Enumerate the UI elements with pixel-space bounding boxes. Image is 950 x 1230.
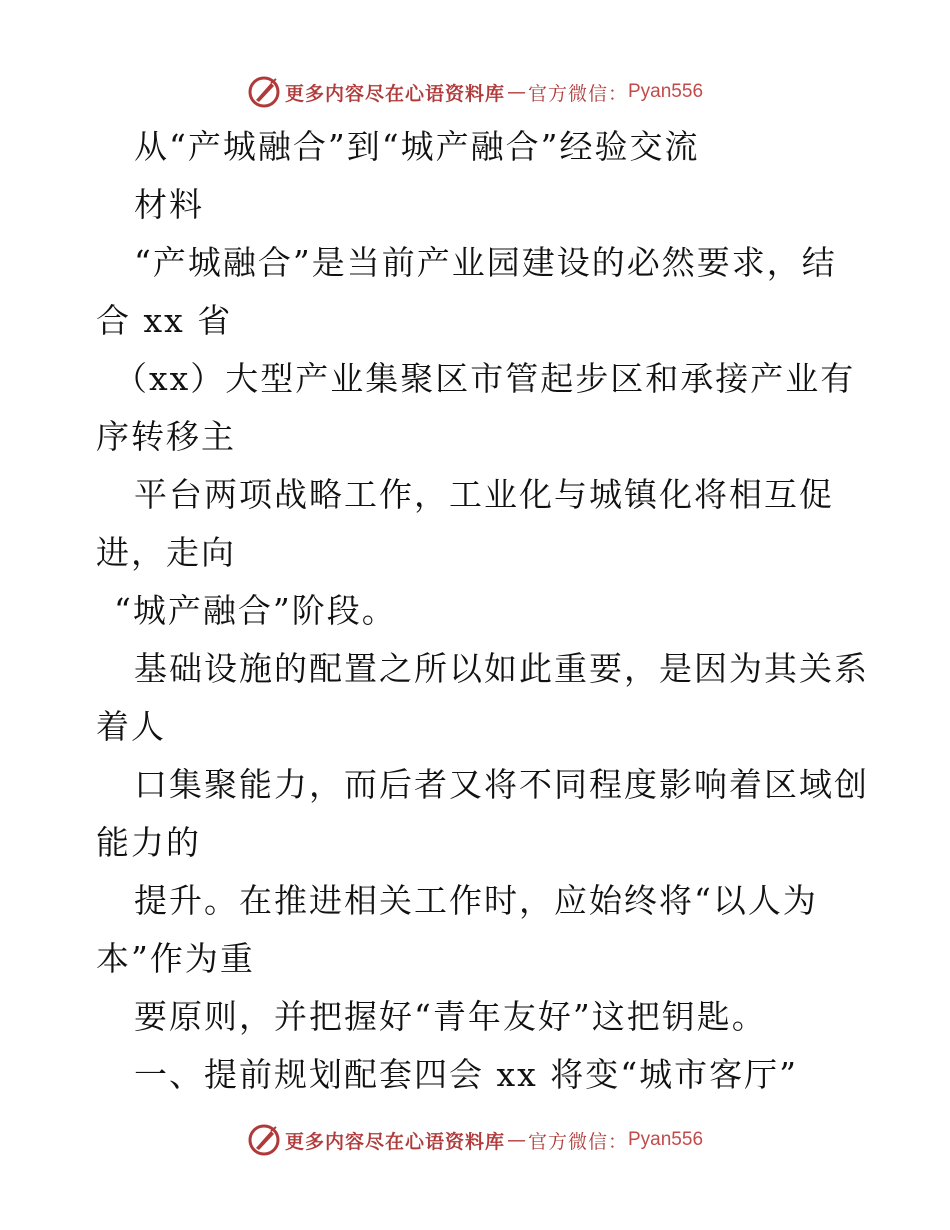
document-line: 材料 bbox=[134, 185, 204, 224]
document-line: 平台两项战略工作，工业化与城镇化将相互促 bbox=[134, 475, 834, 514]
document-line: 进，走向 bbox=[96, 533, 236, 572]
document-line: 基础设施的配置之所以如此重要，是因为其关系 bbox=[134, 649, 869, 688]
document-line: 要原则，并把握好“青年友好”这把钥匙。 bbox=[134, 997, 767, 1036]
document-line: 合 xx 省 bbox=[96, 301, 233, 340]
document-line: 本”作为重 bbox=[96, 939, 255, 978]
watermark-text: 更多内容尽在心语资料库 bbox=[284, 1130, 505, 1153]
document-line: 能力的 bbox=[96, 823, 201, 862]
document-line: “城产融合”阶段。 bbox=[114, 591, 397, 630]
quill-pen-seal-icon bbox=[247, 75, 281, 109]
header-watermark bbox=[0, 70, 950, 114]
watermark-wechat-label: 官方微信： bbox=[527, 82, 628, 105]
document-line: 口集聚能力，而后者又将不同程度影响着区域创 bbox=[134, 765, 869, 804]
watermark-text: 更多内容尽在心语资料库 bbox=[284, 82, 505, 105]
document-line: 一、提前规划配套四会 xx 将变“城市客厅” bbox=[134, 1055, 798, 1094]
document-line: 序转移主 bbox=[96, 417, 236, 456]
document-line: 提升。在推进相关工作时，应始终将“以人为 bbox=[134, 881, 818, 920]
document-body bbox=[96, 118, 869, 1104]
document-line: “产城融合”是当前产业园建设的必然要求，结 bbox=[134, 243, 837, 282]
watermark-wechat-label: 官方微信： bbox=[527, 1130, 628, 1153]
document-line: 着人 bbox=[96, 707, 166, 746]
watermark-dash: — bbox=[506, 81, 526, 103]
document-line: （xx）大型产业集聚区市管起步区和承接产业有 bbox=[114, 359, 856, 398]
watermark-dash: — bbox=[506, 1129, 526, 1151]
document-line: 从“产城融合”到“城产融合”经验交流 bbox=[134, 127, 700, 166]
watermark-wechat-id: Pyan556 bbox=[628, 1129, 704, 1150]
quill-pen-seal-icon bbox=[247, 1123, 281, 1157]
watermark-wechat-id: Pyan556 bbox=[628, 81, 704, 102]
footer-watermark bbox=[0, 1118, 950, 1162]
